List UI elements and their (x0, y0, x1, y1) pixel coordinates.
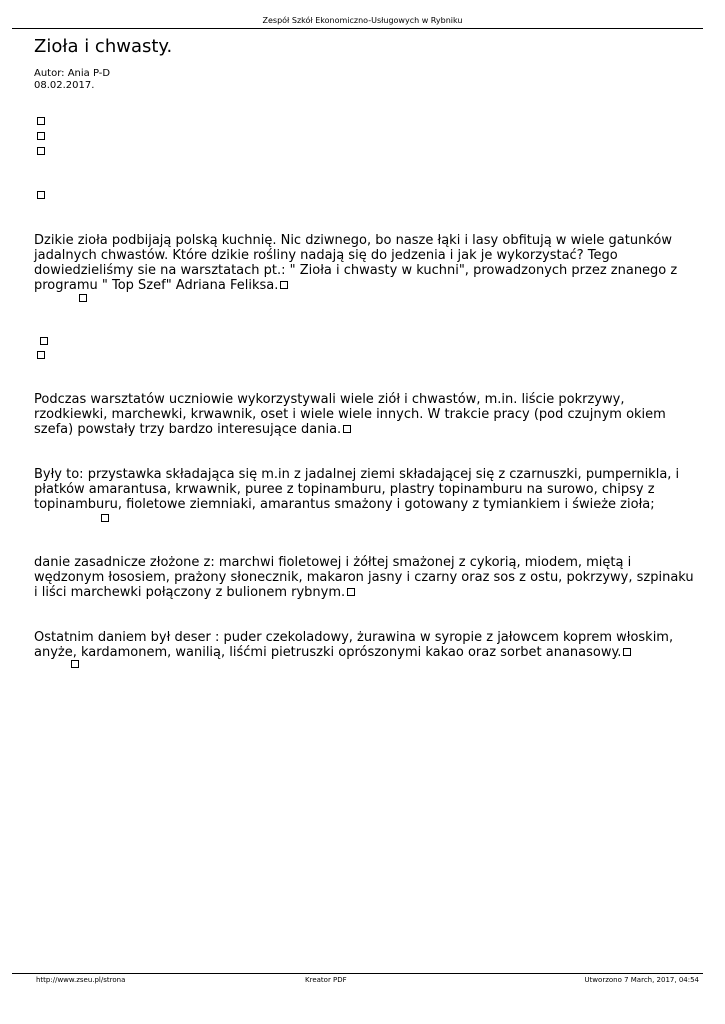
paragraph-text: Podczas warsztatów uczniowie wykorzystywali wiele ziół i chwastów, m.in. liście pokrzywy, rzodkiewki, marchewki, krwawnik, oset i wiele wiele innych. W trakcie pracy (pod czujnym okiem szefa) powstały trzy bardzo interesujące dania. (34, 392, 666, 437)
footer-created: Utworzono 7 March, 2017, 04:54 (584, 976, 699, 984)
article-title: Zioła i chwasty. (34, 36, 173, 57)
missing-image-placeholder (37, 132, 45, 140)
article-date: 08.02.2017. (34, 80, 95, 91)
paragraph-text: Ostatnim daniem był deser : puder czekoladowy, żurawina w syropie z jałowcem koprem włoskim, anyże, kardamonem, wanilią, liśćmi pietruszki oprószonymi kakao oraz sorbet ananasowy. (34, 630, 674, 660)
missing-image-placeholder (347, 588, 355, 596)
missing-image-placeholder (37, 351, 45, 359)
missing-image-placeholder (40, 337, 48, 345)
page-header-text: Zespół Szkół Ekonomiczno-Usługowych w Rybniku (262, 16, 463, 25)
header-divider (12, 28, 703, 29)
author-line: Autor: Ania P-D (34, 68, 111, 79)
missing-image-placeholder (37, 117, 45, 125)
article-paragraph (34, 467, 699, 512)
article-paragraph (34, 555, 699, 600)
paragraph-text: danie zasadnicze złożone z: marchwi fioletowej i żółtej smażonej z cykorią, miodem, miętą i wędzonym łososiem, prażony słonecznik, makaron jasny i czarny oraz sos z ostu, pokrzywy, szpinaku i liści marchewki połączony z bulionem rybnym. (34, 555, 694, 600)
missing-image-placeholder (79, 294, 87, 302)
missing-image-placeholder (71, 660, 79, 668)
missing-image-placeholder (343, 425, 351, 433)
paragraph-text: Dzikie zioła podbijają polską kuchnię. Nic dziwnego, bo nasze łąki i lasy obfitują w wiele gatunków jadalnych chwastów. Które dzikie rośliny nadają się do jedzenia i jak je wykorzystać? Tego dowiedzieliśmy sie na warsztatach pt.: " Zioła i chwasty w kuchni", prowadzonych przez znanego z programu " Top Szef" Adriana Feliksa. (34, 233, 678, 293)
article-paragraph (34, 233, 699, 293)
missing-image-placeholder (101, 514, 109, 522)
missing-image-placeholder (37, 147, 45, 155)
footer-generator: Kreator PDF (305, 976, 347, 984)
footer-url: http://www.zseu.pl/strona (36, 976, 126, 984)
missing-image-placeholder (37, 191, 45, 199)
footer-divider (12, 973, 703, 974)
article-paragraph (34, 392, 699, 437)
paragraph-text: Były to: przystawka składająca się m.in z jadalnej ziemi składającej się z czarnuszki, pumpernikla, i płatków amarantusa, krwawnik, puree z topinamburu, plastry topinamburu na surowo, chipsy z topinamburu, fioletowe ziemniaki, amarantus smażony i gotowany z tymiankiem i świeże zioła; (34, 467, 680, 512)
missing-image-placeholder (280, 281, 288, 289)
article-paragraph (34, 630, 699, 660)
missing-image-placeholder (623, 648, 631, 656)
